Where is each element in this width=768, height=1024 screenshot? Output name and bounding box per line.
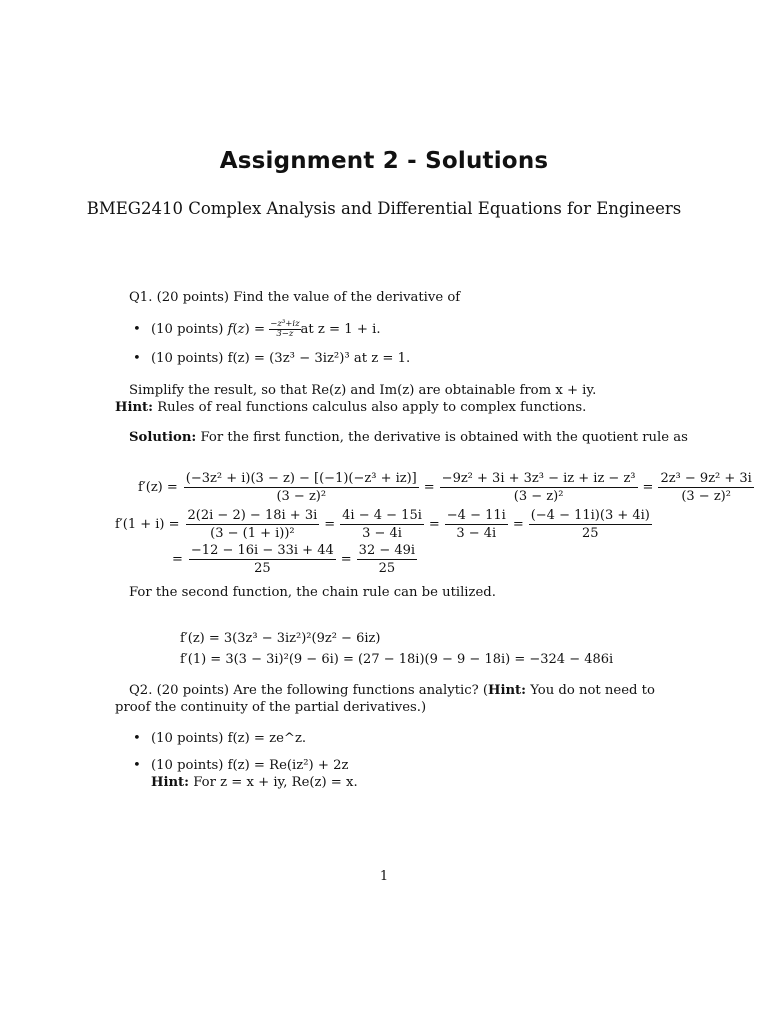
bullet-icon: • xyxy=(133,351,141,366)
bullet-icon: • xyxy=(133,731,141,746)
fraction-numerator: 2z³ − 9z² + 3i xyxy=(660,471,752,486)
q2-prompt-line-2: proof the continuity of the partial derivatives.) xyxy=(115,700,427,715)
q1-small-fraction xyxy=(269,320,300,339)
q1-hint xyxy=(115,400,586,415)
bullet-icon: • xyxy=(133,758,141,773)
fraction xyxy=(340,508,424,541)
q2-prompt-a: Q2. (20 points) Are the following functions analytic? ( xyxy=(129,683,488,698)
hint-label: Hint: xyxy=(151,775,190,790)
q1-bullet-1-fz: f(z) = xyxy=(227,322,270,337)
q1-bullet-2 xyxy=(133,351,410,366)
fraction xyxy=(189,543,336,576)
fraction-numerator: −4 − 11i xyxy=(446,508,506,523)
q2-bullet-2-hint xyxy=(151,775,358,790)
page-number: 1 xyxy=(379,869,389,884)
hint-text: Rules of real functions calculus also apply to complex functions. xyxy=(153,400,587,415)
fraction-denominator: 25 xyxy=(582,526,599,541)
bullet-icon: • xyxy=(133,322,141,337)
fraction-numerator: −12 − 16i − 33i + 44 xyxy=(190,543,334,558)
q2-prompt-b: You do not need to xyxy=(526,683,655,698)
small-fraction-numerator: −z³+iz xyxy=(270,319,300,329)
equals-sign: = xyxy=(428,517,440,532)
equation-row-3 xyxy=(172,543,417,576)
fraction-denominator: (3 − z)² xyxy=(276,489,327,504)
equation-row-1 xyxy=(138,471,754,504)
fraction-numerator: 2(2i − 2) − 18i + 3i xyxy=(187,508,318,523)
small-fraction-denominator: 3−z xyxy=(276,329,294,339)
equals-sign: = xyxy=(423,480,435,495)
solution-label: Solution: xyxy=(129,430,197,445)
fraction xyxy=(184,471,419,504)
q1-simplify-note: Simplify the result, so that Re(z) and Im(z) are obtainable from x + iy. xyxy=(129,383,597,398)
chain-rule-equation-2: f′(1) = 3(3 − 3i)²(9 − 6i) = (27 − 18i)(9 − 9 − 18i) = −324 − 486i xyxy=(180,652,614,667)
q1-bullet-1-prefix: (10 points) xyxy=(151,322,224,337)
course-subtitle: BMEG2410 Complex Analysis and Differential Equations for Engineers xyxy=(86,199,682,218)
q2-bullet-2-text: (10 points) f(z) = Re(iz²) + 2z xyxy=(151,758,349,773)
fraction-numerator: −9z² + 3i + 3z³ − iz + iz − z³ xyxy=(441,471,636,486)
fraction xyxy=(186,508,320,541)
solution-text: For the first function, the derivative is obtained with the quotient rule as xyxy=(196,430,688,445)
q1-prompt: Q1. (20 points) Find the value of the derivative of xyxy=(129,290,461,305)
fraction-denominator: (3 − z)² xyxy=(513,489,564,504)
document-title: Assignment 2 - Solutions xyxy=(219,148,549,174)
fraction-numerator: 32 − 49i xyxy=(358,543,416,558)
fraction xyxy=(357,543,417,576)
fraction-denominator: 25 xyxy=(378,561,396,576)
q2-bullet-1 xyxy=(133,731,306,746)
q1-solution-intro xyxy=(129,430,688,445)
q1-second-function-note: For the second function, the chain rule can be utilized. xyxy=(129,585,496,600)
equals-sign: = xyxy=(340,552,352,567)
fraction-denominator: 3 − 4i xyxy=(456,526,497,541)
q2-bullet-2 xyxy=(133,758,348,773)
fraction-numerator: 4i − 4 − 15i xyxy=(342,508,422,523)
equals-sign: = xyxy=(172,552,183,567)
fraction-numerator: (−3z² + i)(3 − z) − [(−1)(−z³ + iz)] xyxy=(185,471,417,486)
q1-bullet-1-suffix: at z = 1 + i. xyxy=(300,322,381,337)
eq-lhs: f′(1 + i) = xyxy=(115,517,180,532)
hint-label: Hint: xyxy=(488,683,527,698)
fraction xyxy=(445,508,508,541)
q2-prompt-line-1 xyxy=(129,683,655,698)
equals-sign: = xyxy=(512,517,524,532)
fraction-denominator: (3 − z)² xyxy=(681,489,731,504)
equals-sign: = xyxy=(324,517,336,532)
equation-row-2 xyxy=(115,508,652,541)
equals-sign: = xyxy=(642,480,654,495)
q1-bullet-2-text: (10 points) f(z) = (3z³ − 3iz²)³ at z = 1. xyxy=(151,351,411,366)
fraction xyxy=(529,508,652,541)
fraction-denominator: 3 − 4i xyxy=(362,526,402,541)
hint-label: Hint: xyxy=(115,400,154,415)
q2-bullet-1-text: (10 points) f(z) = ze^z. xyxy=(151,731,307,746)
fraction xyxy=(658,471,753,504)
eq-lhs: f′(z) = xyxy=(138,480,178,495)
fraction xyxy=(440,471,638,504)
fraction-denominator: (3 − (1 + i))² xyxy=(210,526,295,541)
hint-text: For z = x + iy, Re(z) = x. xyxy=(189,775,358,790)
fraction-denominator: 25 xyxy=(254,561,271,576)
q1-bullet-1 xyxy=(133,320,381,339)
fraction-numerator: (−4 − 11i)(3 + 4i) xyxy=(530,508,650,523)
chain-rule-equation-1: f′(z) = 3(3z³ − 3iz²)²(9z² − 6iz) xyxy=(180,631,381,646)
